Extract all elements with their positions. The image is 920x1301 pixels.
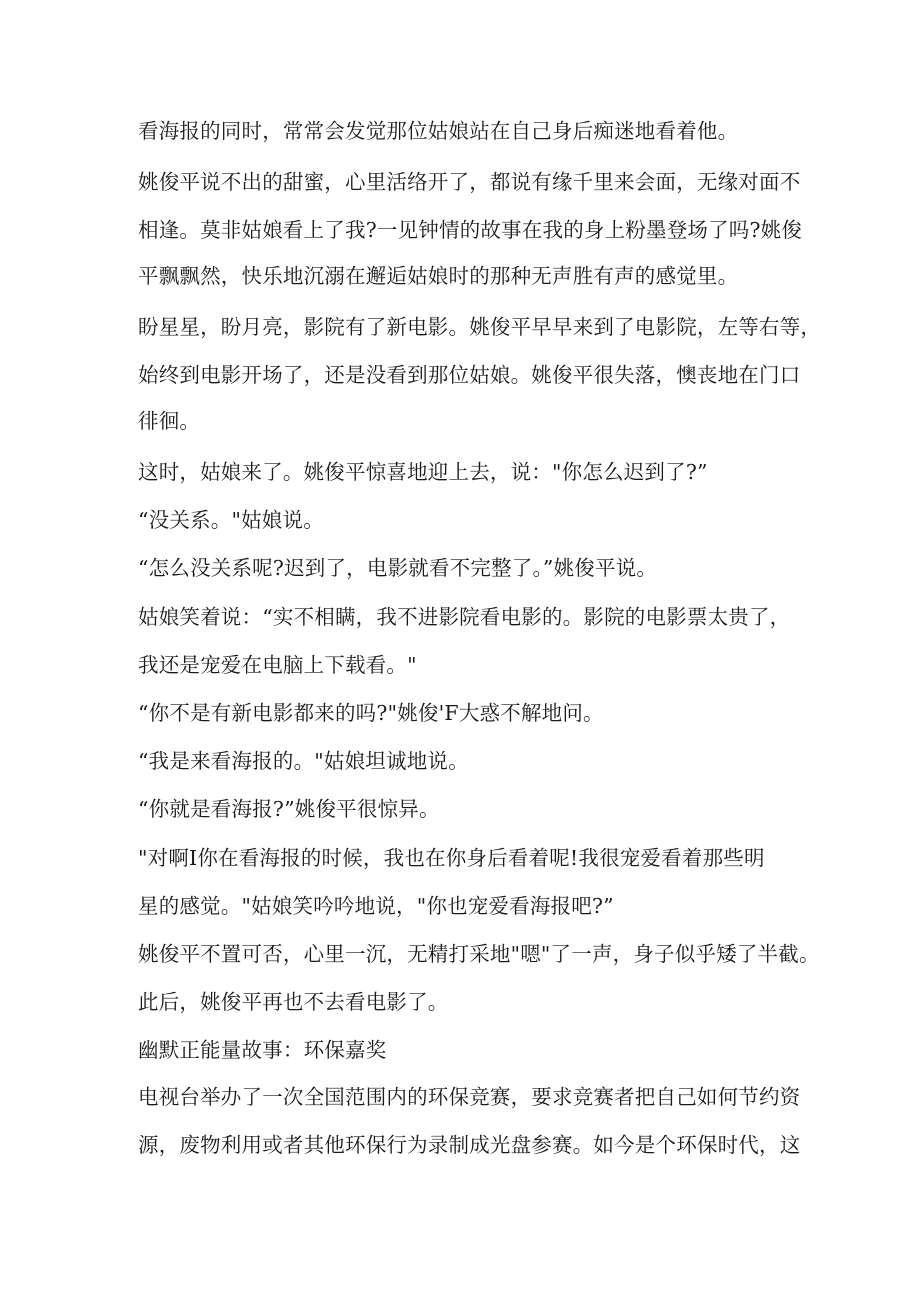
section-heading: 幽默正能量故事：环保嘉奖 xyxy=(138,1038,387,1062)
text-line: 姚俊平不置可否，心里一沉，无精打采地"嗯"了一声，身子似乎矮了半截。 xyxy=(138,942,820,966)
text-line: 源，废物利用或者其他环保行为录制成光盘参赛。如今是个环保时代，这 xyxy=(138,1133,801,1157)
text-line: “怎么没关系呢?迟到了，电影就看不完整了。”姚俊平说。 xyxy=(138,556,658,580)
text-line: 看海报的同时，常常会发觉那位姑娘站在自己身后痴迷地看着他。 xyxy=(138,119,739,143)
text-line: 星的感觉。"姑娘笑吟吟地说，"你也宠爱看海报吧?” xyxy=(138,894,614,918)
text-line: 徘徊。 xyxy=(138,409,201,433)
text-line: 姑娘笑着说：“实不相瞒，我不进影院看电影的。影院的电影票太贵了， xyxy=(138,605,791,629)
text-line: 盼星星，盼月亮，影院有了新电影。姚俊平早早来到了电影院，左等右等， xyxy=(138,315,822,339)
text-line: "对啊I你在看海报的时候，我也在你身后看着呢!我很宠爱看着那些明 xyxy=(138,846,765,870)
text-line: 平飘飘然，快乐地沉溺在邂逅姑娘时的那种无声胜有声的感觉里。 xyxy=(138,264,739,288)
text-line: 这时，姑娘来了。姚俊平惊喜地迎上去，说："你怎么迟到了?” xyxy=(138,460,708,484)
text-line: “没关系。"姑娘说。 xyxy=(138,508,324,532)
text-line: 姚俊平说不出的甜蜜，心里活络开了，都说有缘千里来会面，无缘对面不 xyxy=(138,170,801,194)
text-line: 相逢。莫非姑娘看上了我?一见钟情的故事在我的身上粉墨登场了吗?姚俊 xyxy=(138,218,803,242)
text-line: 始终到电影开场了，还是没看到那位姑娘。姚俊平很失落，懊丧地在门口 xyxy=(138,363,801,387)
text-line: 电视台举办了一次全国范围内的环保竞赛，要求竞赛者把自己如何节约资 xyxy=(138,1085,801,1109)
text-line: “我是来看海报的。"姑娘坦诚地说。 xyxy=(138,749,469,773)
text-line: “你不是有新电影都来的吗?"姚俊'F大惑不解地问。 xyxy=(138,701,604,725)
text-line: “你就是看海报?”姚俊平很惊异。 xyxy=(138,797,440,821)
text-line: 我还是宠爱在电脑上下载看。" xyxy=(138,653,417,677)
text-line: 此后，姚俊平再也不去看电影了。 xyxy=(138,990,449,1014)
